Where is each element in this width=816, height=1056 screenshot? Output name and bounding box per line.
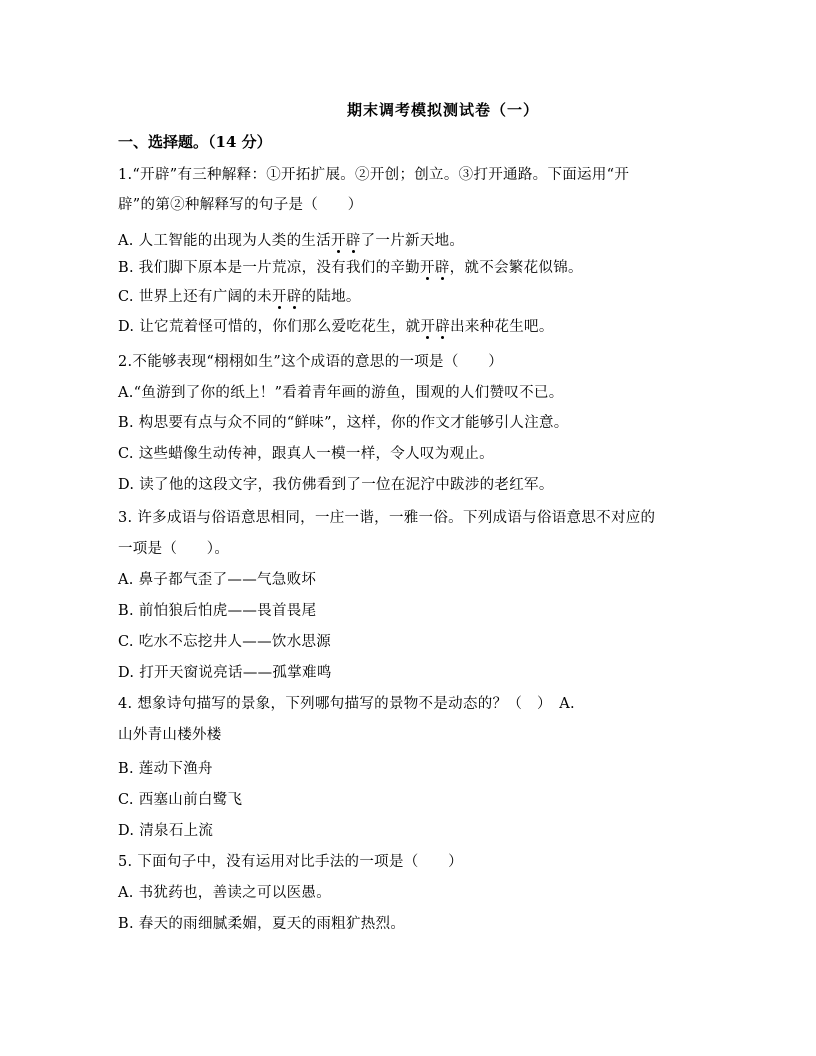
emphasis-char: 开 [420, 319, 436, 335]
question-4-stem-line-2: 山外青山楼外楼 [118, 727, 222, 743]
question-3-stem-line-1: 3. 许多成语与俗语意思相同，一庄一谐，一雅一俗。下列成语与俗语意思不对应的 [118, 510, 656, 526]
emphasis-word [331, 233, 361, 249]
emphasis-word [420, 319, 450, 335]
question-3-option-b: B. 前怕狼后怕虎——畏首畏尾 [118, 603, 317, 619]
emphasis-char: 辟 [434, 260, 450, 276]
question-4-stem-line-1: 4. 想象诗句描写的景象，下列哪句描写的景物不是动态的？（ ） A. [118, 696, 575, 712]
question-3-option-d: D. 打开天窗说亮话——孤掌难鸣 [118, 665, 332, 681]
question-5-option-b: B. 春天的雨细腻柔媚，夏天的雨粗犷热烈。 [118, 916, 406, 932]
question-2-stem: 2.不能够表现“栩栩如生”这个成语的意思的一项是（ ） [118, 354, 504, 370]
emphasis-char: 辟 [286, 289, 302, 305]
question-4-option-b: B. 莲动下渔舟 [118, 761, 213, 777]
question-1-option-d: D. 让它荒着怪可惜的，你们那么爱吃花生，就开辟出来种花生吧。 [118, 319, 554, 335]
question-1-stem-line-1: 1.“开辟”有三种解释：①开拓扩展。②开创；创立。③打开通路。下面运用“开 [118, 167, 630, 183]
question-5-option-a: A. 书犹药也，善读之可以医愚。 [118, 885, 331, 901]
page-title: 期末调考模拟测试卷（一） [346, 101, 539, 119]
section-heading: 一、选择题。（14 分） [118, 133, 272, 151]
question-3-option-c: C. 吃水不忘挖井人——饮水思源 [118, 634, 332, 650]
question-2-option-d: D. 读了他的这段文字，我仿佛看到了一位在泥泞中跋涉的老红军。 [118, 477, 554, 493]
question-1-stem-line-2: 辟”的第②种解释写的句子是（ ） [118, 197, 363, 213]
question-2-option-c: C. 这些蜡像生动传神，跟真人一模一样，令人叹为观止。 [118, 446, 494, 462]
question-3-stem-line-2: 一项是（ ）。 [118, 541, 230, 557]
emphasis-char: 辟 [435, 319, 451, 335]
emphasis-char: 开 [419, 260, 435, 276]
question-4-option-d: D. 清泉石上流 [118, 823, 214, 839]
emphasis-word [420, 260, 450, 276]
emphasis-char: 开 [271, 289, 287, 305]
emphasis-char: 辟 [345, 233, 361, 249]
question-2-option-b: B. 构思要有点与众不同的“鲜味”，这样，你的作文才能够引人注意。 [118, 415, 569, 431]
question-1-option-b: B. 我们脚下原本是一片荒凉，没有我们的辛勤开辟，就不会繁花似锦。 [118, 260, 583, 276]
question-5-stem: 5. 下面句子中，没有运用对比手法的一项是（ ） [118, 854, 463, 870]
emphasis-word [272, 289, 302, 305]
question-2-option-a: A.“鱼游到了你的纸上！”看着青年画的游鱼，围观的人们赞叹不已。 [118, 385, 564, 401]
question-1-option-c: C. 世界上还有广阔的未开辟的陆地。 [118, 289, 361, 305]
question-3-option-a: A. 鼻子都气歪了——气急败坏 [118, 572, 317, 588]
question-1-option-a: A. 人工智能的出现为人类的生活开辟了一片新天地。 [118, 233, 465, 249]
emphasis-char: 开 [331, 233, 346, 249]
question-4-option-c: C. 西塞山前白鹭飞 [118, 792, 243, 808]
